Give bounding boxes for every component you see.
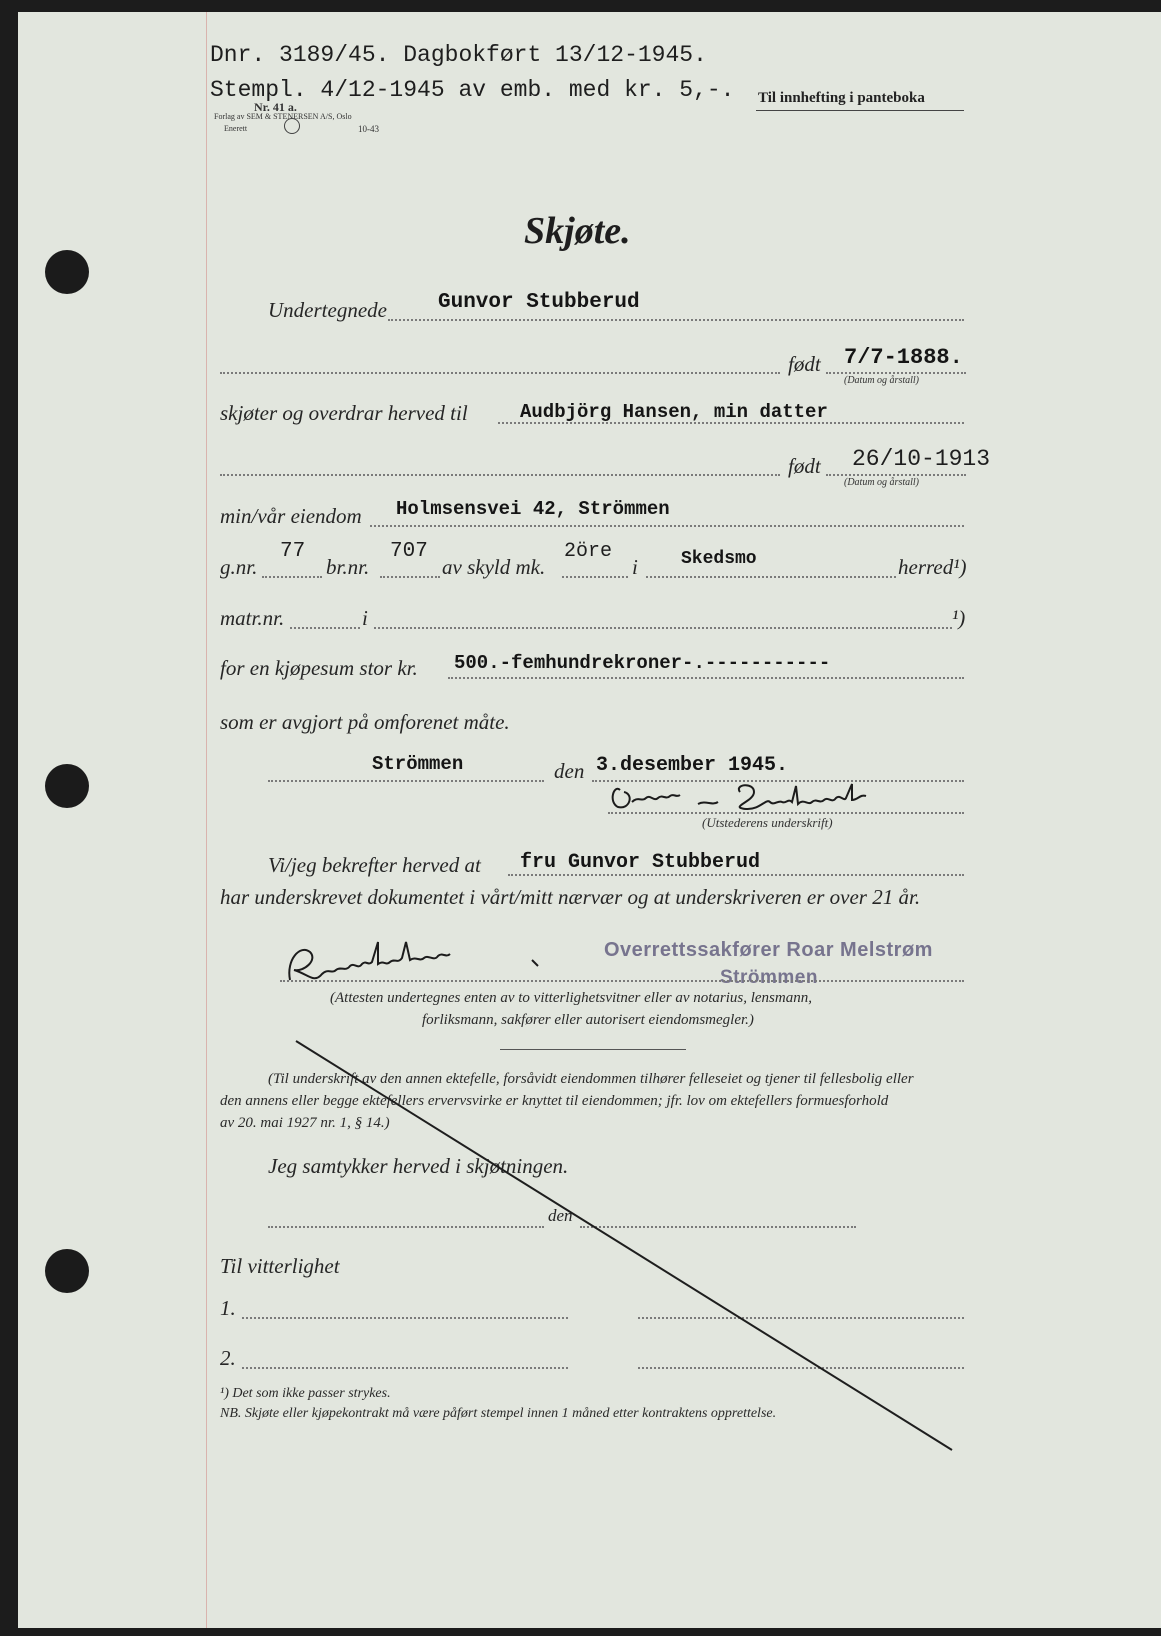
binding-note: Til innhefting i panteboka [758, 90, 925, 106]
matr-label: matr.nr. [220, 606, 285, 630]
witness-2-label: 2. [220, 1346, 236, 1370]
den-label: den [554, 759, 585, 783]
spouse-note: den annens eller begge ektefellers ervervsvirke er knyttet til eiendommen; jfr. lov om ektefellers formuesforhold [220, 1093, 889, 1109]
footnote-nb: NB. Skjøte eller kjøpekontrakt må være påført stempel innen 1 måned etter kontraktens opprettelse. [220, 1406, 777, 1421]
fodt-label: født [788, 352, 821, 376]
gnr-value: 77 [280, 540, 306, 563]
datum-hint: (Datum og årstall) [844, 375, 919, 386]
form-number: Nr. 41 a. [254, 100, 297, 114]
undertegnede-label: Undertegnede [268, 298, 387, 322]
publisher-code: 10-43 [358, 124, 379, 134]
stempl-line: Stempl. 4/12-1945 av emb. med kr. 5,-. [210, 77, 735, 103]
herred-name: Skedsmo [681, 549, 757, 569]
issuer-hint: (Utstederens underskrift) [702, 815, 833, 830]
consent-den-label: den [548, 1206, 573, 1225]
lawyer-stamp: Overrettssakfører Roar Melstrøm [604, 939, 933, 961]
gnr-label: g.nr. [220, 555, 258, 579]
place: Strömmen [372, 753, 464, 775]
attest-note: (Attesten undertegnes enten av to vitterlighetsvitner eller av notarius, lensmann, [330, 990, 812, 1006]
witness-1-label: 1. [220, 1296, 236, 1320]
matr-end: ¹) [952, 606, 966, 630]
vitterlighet-title: Til vitterlighet [220, 1254, 340, 1278]
consent-text: Jeg samtykker herved i skjøtningen. [268, 1154, 569, 1178]
price-label: for en kjøpesum stor kr. [220, 656, 418, 680]
transfer-label: skjøter og overdrar herved til [220, 401, 468, 425]
confirm-text: har underskrevet dokumentet i vårt/mitt nærvær og at underskriveren er over 21 år. [220, 885, 921, 909]
strike-through-line [18, 12, 1161, 1628]
buyer-name: Audbjörg Hansen, min datter [520, 401, 828, 423]
attest-note: forliksmann, sakfører eller autorisert eiendomsmegler.) [422, 1012, 754, 1028]
confirm-label: Vi/jeg bekrefter herved at [268, 853, 481, 877]
settled-text: som er avgjort på omforenet måte. [220, 710, 510, 734]
property-label: min/vår eiendom [220, 504, 362, 528]
lawyer-stamp-place: Strömmen [720, 967, 818, 988]
price-value: 500.-femhundrekroner-.----------- [454, 652, 831, 674]
issue-date: 3.desember 1945. [596, 754, 789, 777]
footnote: ¹) Det som ikke passer strykes. [220, 1386, 391, 1401]
publisher-line: Forlag av SEM & STENERSEN A/S, Oslo [214, 112, 352, 121]
brnr-label: br.nr. [326, 555, 370, 579]
publisher-enerett: Enerett [224, 124, 248, 133]
herred-label: herred¹) [898, 555, 967, 579]
skyld-value: 2öre [564, 540, 613, 563]
buyer-birth: 26/10-1913 [852, 446, 991, 472]
fodt-label: født [788, 454, 821, 478]
spouse-note: (Til underskrift av den annen ektefelle, forsåvidt eiendommen tilhører felleseiet og tjener til fellesbolig eller [268, 1071, 914, 1087]
property-address: Holmsensvei 42, Strömmen [396, 498, 670, 520]
spouse-note: av 20. mai 1927 nr. 1, § 14.) [220, 1115, 390, 1131]
seller-name: Gunvor Stubberud [438, 291, 640, 314]
matr-i-label: i [362, 606, 368, 630]
document-title: Skjøte. [524, 210, 631, 252]
datum-hint: (Datum og årstall) [844, 477, 919, 488]
confirmed-name: fru Gunvor Stubberud [520, 851, 761, 874]
skyld-label: av skyld mk. [442, 555, 546, 579]
i-label: i [632, 555, 638, 579]
brnr-value: 707 [390, 540, 428, 563]
document-page [18, 12, 1161, 1628]
seller-birth: 7/7-1888. [844, 345, 963, 370]
dnr-line: Dnr. 3189/45. Dagbokført 13/12-1945. [210, 42, 707, 68]
